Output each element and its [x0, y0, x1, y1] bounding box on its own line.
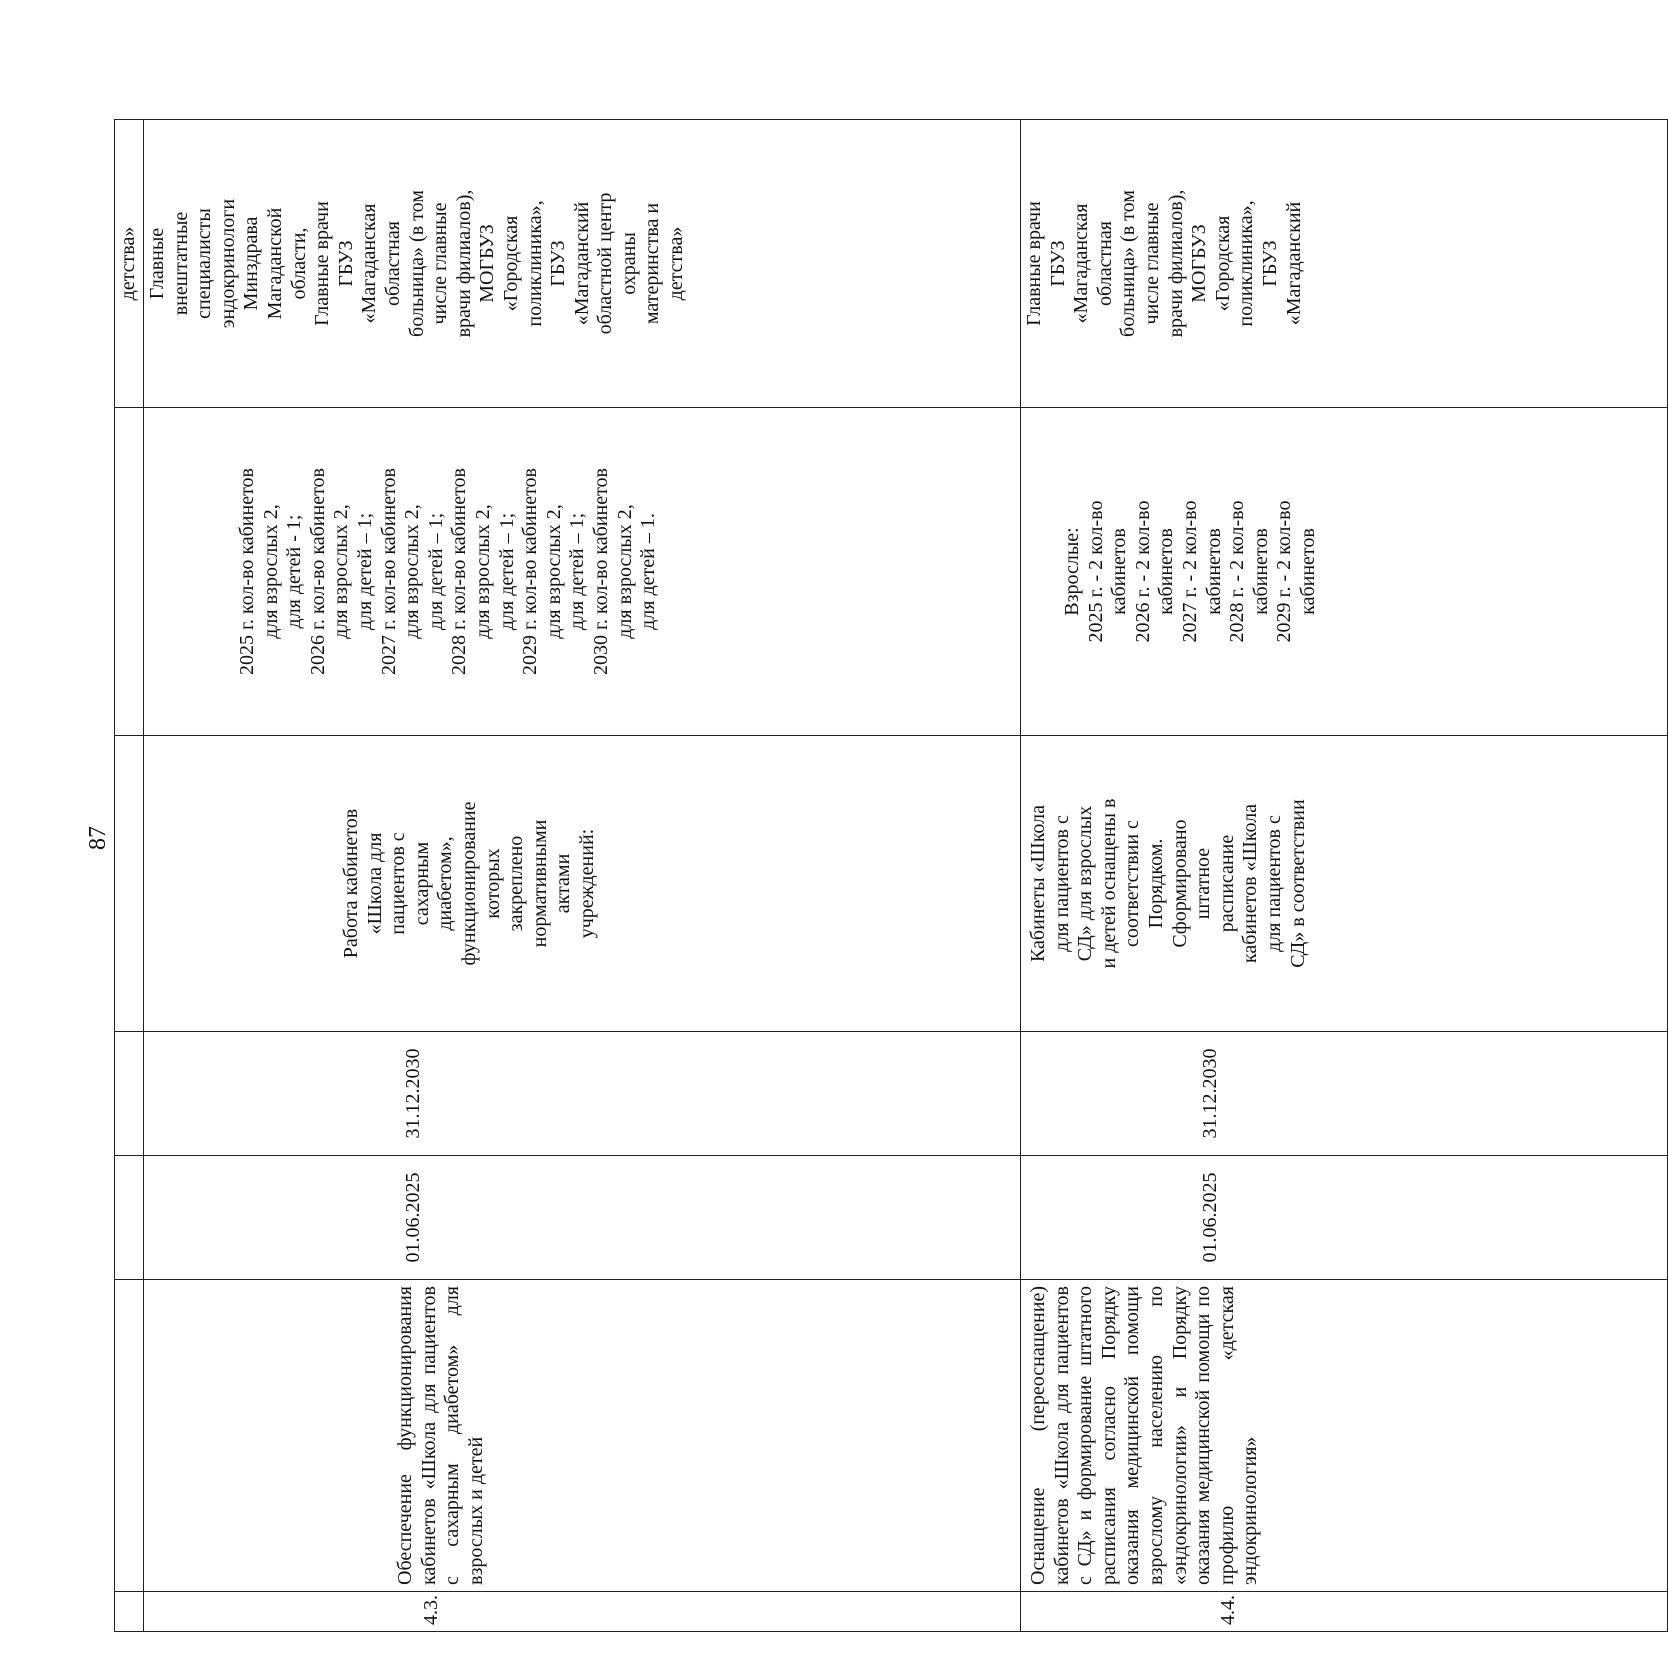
- cell-result: Кабинеты «Школа для пациентов с СД» для взрослых и детей оснащены в соответствии с Порядком. Сформировано штатное расписание кабинетов «Школа для пациентов с СД» в соответствии: [1021, 736, 1668, 1032]
- table-row-continuation: [115, 120, 144, 1632]
- cell-result: [115, 736, 144, 1032]
- cell-end: [115, 1032, 144, 1156]
- cell-name: [115, 1280, 144, 1592]
- cell-name: Обеспечение функционирования кабинетов «Школа для пациентов с сахарным диабетом» для взрослых и детей: [144, 1280, 1021, 1592]
- cell-num: 4.4.: [1021, 1592, 1668, 1632]
- cell-num: 4.3.: [144, 1592, 1021, 1632]
- cell-num: [115, 1592, 144, 1632]
- cell-start-date: 01.06.2025: [144, 1156, 1021, 1280]
- cell-start: [115, 1156, 144, 1280]
- page-number: 87: [85, 826, 111, 850]
- table-row: [1021, 120, 1668, 1632]
- cell-end-date: 31.12.2030: [144, 1032, 1021, 1156]
- cell-name: Оснащение (переоснащение) кабинетов «Школа для пациентов с СД» и формирование штатного расписания согласно Порядку оказания медицинской помощи взрослому населению по «эндокринологии» и Порядку оказания медицинской помощи по профилю «детская эндокринология»: [1021, 1280, 1668, 1592]
- cell-result: Работа кабинетов «Школа для пациентов с сахарным диабетом», функционирование которых закреплено нормативными актами учреждений:: [144, 736, 1021, 1032]
- cell-indicator: [115, 408, 144, 736]
- cell-responsible: Главные внештатные специалисты эндокринологи Минздрава Магаданской области, Главные врачи ГБУЗ «Магаданская областная больница» (в том числе главные врачи филиалов), МОГБУЗ «Городская поликлиника», ГБУЗ «Магаданский областной центр охраны материнства и детства»: [144, 120, 1021, 408]
- table-row: [144, 120, 1021, 1632]
- cell-responsible: Главные врачи ГБУЗ «Магаданская областная больница» (в том числе главные врачи филиалов), МОГБУЗ «Городская поликлиника», ГБУЗ «Магаданский: [1021, 120, 1668, 408]
- cell-responsible: детства»: [115, 120, 144, 408]
- cell-start-date: 01.06.2025: [1021, 1156, 1668, 1280]
- cell-indicator: Взрослые: 2025 г. - 2 кол-во кабинетов 2026 г. - 2 кол-во кабинетов 2027 г. - 2 кол-во кабинетов 2028 г. - 2 кол-во кабинетов 2029 г. - 2 кол-во кабинетов: [1021, 408, 1668, 736]
- cell-end-date: 31.12.2030: [1021, 1032, 1668, 1156]
- document-table-wrapper: [114, 20, 1319, 1632]
- action-plan-table: [114, 119, 1668, 1632]
- cell-indicator: 2025 г. кол-во кабинетов для взрослых 2, для детей - 1; 2026 г. кол-во кабинетов для взрослых 2, для детей – 1; 2027 г. кол-во кабинетов для взрослых 2, для детей – 1; 2028 г. кол-во кабинетов для взрослых 2, для детей – 1; 2029 г. кол-во кабинетов для взрослых 2, для детей – 1; 2030 г. кол-во кабинетов для взрослых 2, для детей – 1.: [144, 408, 1021, 736]
